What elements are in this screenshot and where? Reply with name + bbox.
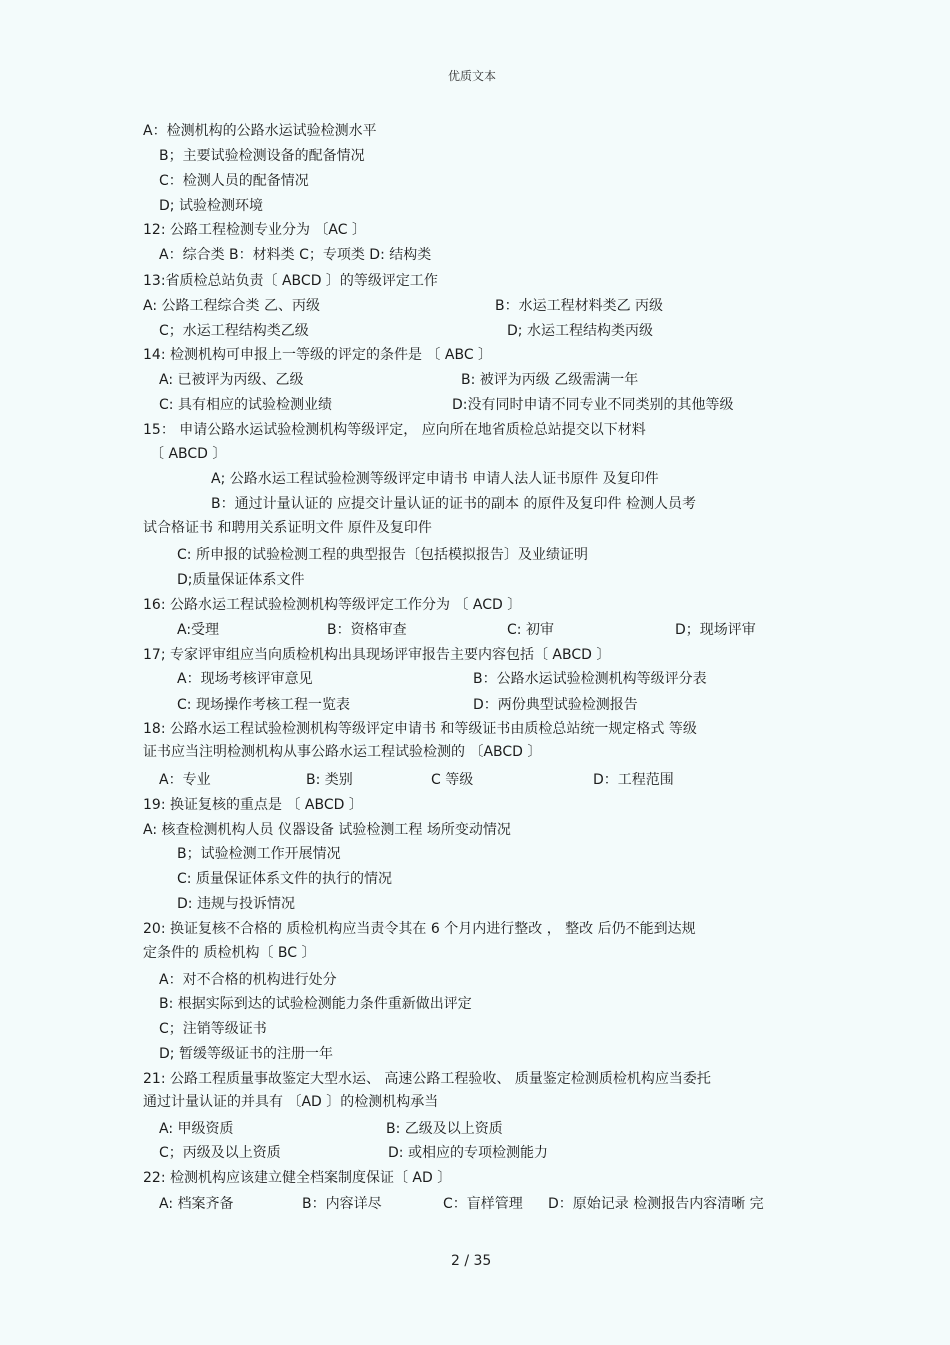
option-line: A：检测机构的公路水运试验检测水平 (143, 123, 377, 139)
option-line: A: 档案齐备 (159, 1196, 234, 1212)
question-line: 21: 公路工程质量事故鉴定大型水运、 高速公路工程验收、 质量鉴定检测质检机构应当委托 (143, 1071, 711, 1087)
question-line: 18: 公路水运工程试验检测机构等级评定申请书 和等级证书由质检总站统一规定格式 等级 (143, 721, 697, 737)
option-line: D; 水运工程结构类丙级 (507, 323, 653, 339)
option-line: D;质量保证体系文件 (177, 572, 305, 588)
question-line: 通过计量认证的并具有 〔AD 〕的检测机构承当 (143, 1094, 439, 1110)
question-line: 13:省质检总站负责〔 ABCD 〕的等级评定工作 (143, 273, 438, 289)
option-line: D: 或相应的专项检测能力 (388, 1145, 548, 1161)
option-line: A; 公路水运工程试验检测等级评定申请书 申请人法人证书原件 及复印件 (211, 471, 659, 487)
question-line: 20: 换证复核不合格的 质检机构应当责令其在 6 个月内进行整改 ， 整改 后仍不能到达规 (143, 921, 696, 937)
option-line: B：资格审查 (327, 622, 407, 638)
option-line: C: 初审 (507, 622, 554, 638)
option-line: A：专业 (159, 772, 211, 788)
question-line: 19: 换证复核的重点是 〔 ABCD 〕 (143, 797, 363, 813)
option-line: D：两份典型试验检测报告 (473, 697, 638, 713)
question-line: 定条件的 质检机构〔 BC 〕 (143, 945, 316, 961)
option-line: A: 甲级资质 (159, 1121, 234, 1137)
question-line: 16: 公路水运工程试验检测机构等级评定工作分为 〔 ACD 〕 (143, 597, 522, 613)
option-line: B；主要试验检测设备的配备情况 (159, 148, 365, 164)
option-line: A: 已被评为丙级、乙级 (159, 372, 304, 388)
option-line: B: 类别 (306, 772, 353, 788)
option-line: 试合格证书 和聘用关系证明文件 原件及复印件 (143, 520, 432, 536)
question-line: 〔 ABCD 〕 (150, 446, 227, 462)
option-line: A：综合类 B：材料类 C；专项类 D: 结构类 (159, 247, 432, 263)
option-line: C: 所申报的试验检测工程的典型报告〔包括模拟报告〕及业绩证明 (177, 547, 588, 563)
option-line: C 等级 (431, 772, 474, 788)
option-line: D:没有同时申请不同专业不同类别的其他等级 (452, 397, 734, 413)
option-line: C：盲样管理 (443, 1196, 523, 1212)
option-line: B：公路水运试验检测机构等级评分表 (473, 671, 707, 687)
option-line: D; 试验检测环境 (159, 198, 263, 214)
option-line: B: 乙级及以上资质 (386, 1121, 503, 1137)
option-line: C: 现场操作考核工程一览表 (177, 697, 350, 713)
question-line: 22: 检测机构应该建立健全档案制度保证〔 AD 〕 (143, 1170, 452, 1186)
option-line: B: 被评为丙级 乙级需满一年 (461, 372, 639, 388)
option-line: C: 具有相应的试验检测业绩 (159, 397, 332, 413)
option-line: C；水运工程结构类乙级 (159, 323, 309, 339)
page-header: 优质文本 (448, 69, 497, 83)
option-line: A：对不合格的机构进行处分 (159, 972, 337, 988)
option-line: A：现场考核评审意见 (177, 671, 313, 687)
option-line: C；丙级及以上资质 (159, 1145, 281, 1161)
option-line: C；注销等级证书 (159, 1021, 267, 1037)
option-line: A:受理 (177, 622, 220, 638)
option-line: B：内容详尽 (302, 1196, 382, 1212)
question-line: 15： 申请公路水运试验检测机构等级评定， 应向所在地省质检总站提交以下材料 (143, 422, 646, 438)
option-line: D：原始记录 检测报告内容清晰 完 (548, 1196, 764, 1212)
option-line: B：通过计量认证的 应提交计量认证的证书的副本 的原件及复印件 检测人员考 (211, 496, 696, 512)
option-line: D: 违规与投诉情况 (177, 896, 295, 912)
option-line: A: 核查检测机构人员 仪器设备 试验检测工程 场所变动情况 (143, 822, 511, 838)
question-line: 14: 检测机构可申报上一等级的评定的条件是 〔 ABC 〕 (143, 347, 493, 363)
question-line: 17; 专家评审组应当向质检机构出具现场评审报告主要内容包括〔 ABCD 〕 (143, 647, 611, 663)
option-line: B：水运工程材料类乙 丙级 (495, 298, 664, 314)
option-line: C: 质量保证体系文件的执行的情况 (177, 871, 392, 887)
option-line: B；试验检测工作开展情况 (177, 846, 341, 862)
question-line: 证书应当注明检测机构从事公路水运工程试验检测的 〔ABCD 〕 (143, 744, 542, 760)
option-line: D：工程范围 (593, 772, 674, 788)
option-line: A: 公路工程综合类 乙、丙级 (143, 298, 320, 314)
option-line: D；现场评审 (675, 622, 756, 638)
question-line: 12: 公路工程检测专业分为 〔AC 〕 (143, 222, 366, 238)
page-number: 2 / 35 (451, 1253, 492, 1269)
option-line: D; 暂缓等级证书的注册一年 (159, 1046, 333, 1062)
option-line: C：检测人员的配备情况 (159, 173, 309, 189)
option-line: B: 根据实际到达的试验检测能力条件重新做出评定 (159, 996, 472, 1012)
